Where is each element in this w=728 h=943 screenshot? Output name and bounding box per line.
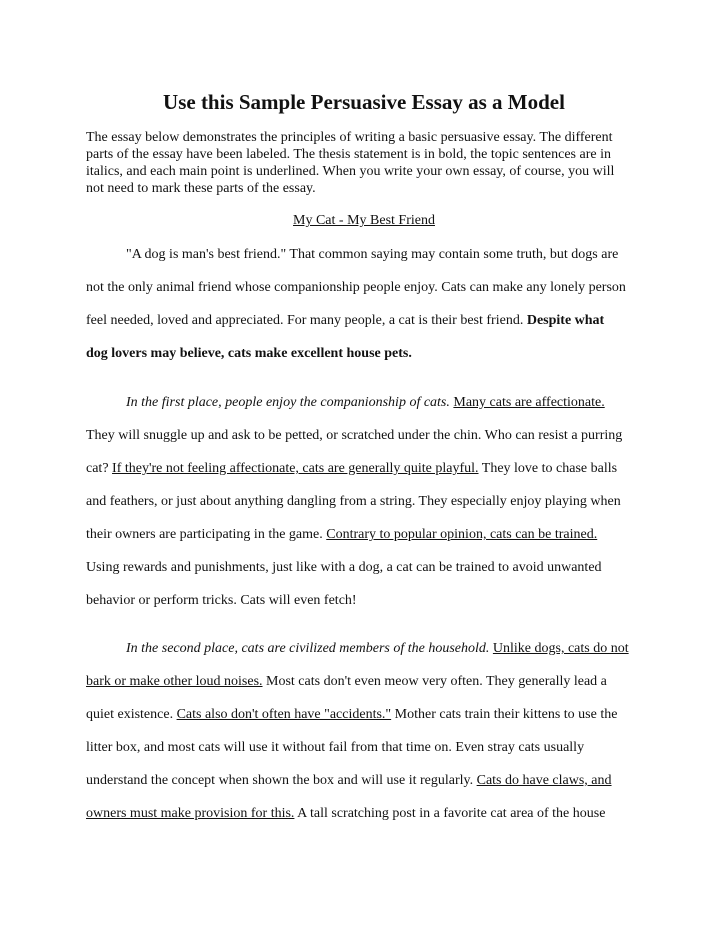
p1-line-3-text: feel needed, loved and appreciated. For many people, a cat is their best friend. bbox=[86, 313, 527, 328]
p3-line-2 bbox=[86, 673, 607, 690]
p3-line-4: litter box, and most cats will use it without fail from that time on. Even stray cats usually bbox=[86, 740, 585, 755]
p3-line-3-text: quiet existence. bbox=[86, 707, 177, 722]
p3-line-3-rest: Mother cats train their kittens to use the bbox=[391, 707, 618, 722]
main-point-5: Cats also don't often have "accidents." bbox=[176, 707, 392, 722]
intro-line: italics, and each main point is underlined. When you write your own essay, of course, you will bbox=[86, 164, 615, 179]
p1-line-3 bbox=[86, 312, 604, 329]
p2-line-3-rest: They love to chase balls bbox=[478, 461, 618, 476]
p1-line-1: "A dog is man's best friend." That common saying may contain some truth, but dogs are bbox=[126, 247, 619, 262]
p2-line-7: behavior or perform tricks. Cats will even fetch! bbox=[86, 593, 357, 608]
page-title: Use this Sample Persuasive Essay as a Model bbox=[163, 90, 565, 114]
p2-line-6: Using rewards and punishments, just like with a dog, a cat can be trained to avoid unwanted bbox=[86, 560, 602, 575]
main-point-6-end: owners must make provision for this. bbox=[86, 806, 295, 821]
p2-line-4: and feathers, or just about anything dangling from a string. They especially enjoy playing when bbox=[86, 494, 621, 509]
p3-line-6 bbox=[86, 805, 605, 822]
main-point-3: Contrary to popular opinion, cats can be trained. bbox=[326, 527, 598, 542]
main-point-4-start: Unlike dogs, cats do not bbox=[492, 641, 629, 656]
essay-title: My Cat - My Best Friend bbox=[293, 213, 435, 228]
p2-line-3 bbox=[86, 460, 617, 477]
thesis-statement-end: dog lovers may believe, cats make excellent house pets. bbox=[86, 346, 412, 361]
p2-line-5 bbox=[86, 526, 597, 543]
intro-line: The essay below demonstrates the principles of writing a basic persuasive essay. The different bbox=[86, 130, 613, 145]
p2-line-3-text: cat? bbox=[86, 461, 113, 476]
p2-line-5-text: their owners are participating in the game. bbox=[86, 527, 327, 542]
p1-line-2: not the only animal friend whose companionship people enjoy. Cats can make any lonely person bbox=[86, 280, 626, 295]
intro-paragraph bbox=[86, 129, 646, 197]
p2-line-2: They will snuggle up and ask to be petted, or scratched under the chin. Who can resist a purring bbox=[86, 428, 623, 443]
p3-line-1 bbox=[126, 640, 629, 657]
main-point-1: Many cats are affectionate. bbox=[453, 395, 605, 410]
intro-line: parts of the essay have been labeled. The thesis statement is in bold, the topic sentences are in bbox=[86, 147, 611, 162]
p3-line-5 bbox=[86, 772, 612, 789]
topic-sentence-2: In the second place, cats are civilized members of the household. bbox=[126, 641, 490, 656]
main-point-4-end: bark or make other loud noises. bbox=[86, 674, 263, 689]
intro-line: not need to mark these parts of the essay. bbox=[86, 181, 316, 196]
p2-line-1 bbox=[126, 394, 605, 411]
topic-sentence-1: In the first place, people enjoy the companionship of cats. bbox=[126, 395, 450, 410]
main-point-2: If they're not feeling affectionate, cats are generally quite playful. bbox=[112, 461, 479, 476]
main-point-6-start: Cats do have claws, and bbox=[476, 773, 612, 788]
thesis-statement-start: Despite what bbox=[526, 313, 605, 328]
p3-line-5-text: understand the concept when shown the box and will use it regularly. bbox=[86, 773, 477, 788]
p3-line-2-rest: Most cats don't even meow very often. They generally lead a bbox=[262, 674, 607, 689]
p3-line-3 bbox=[86, 706, 617, 723]
p3-line-6-rest: A tall scratching post in a favorite cat area of the house bbox=[294, 806, 606, 821]
